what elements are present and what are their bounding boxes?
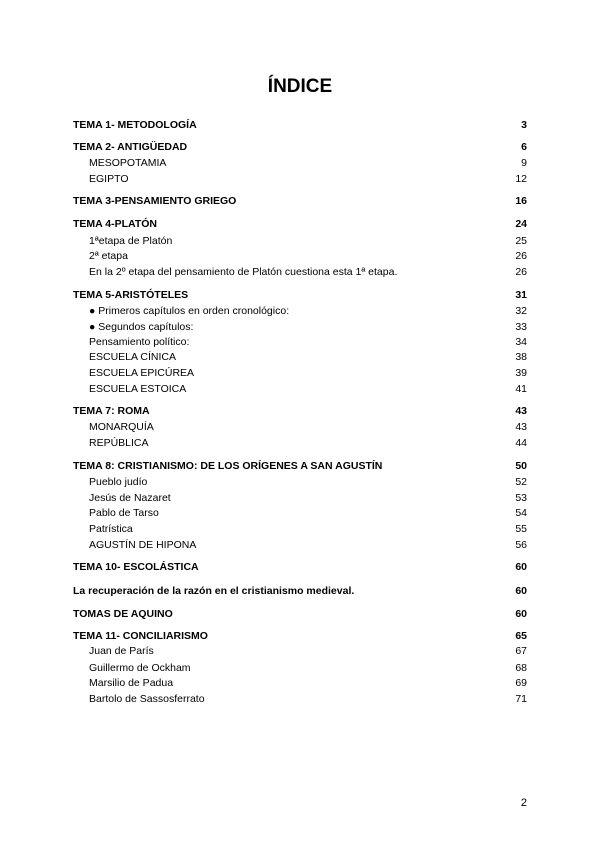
toc-entry-page: 34 bbox=[515, 336, 527, 348]
toc-entry-page: 60 bbox=[515, 585, 527, 597]
toc-entry-label: ● Primeros capítulos en orden cronológico: bbox=[89, 305, 290, 317]
toc-subentry[interactable] bbox=[73, 249, 527, 263]
toc-subentry[interactable] bbox=[73, 265, 527, 279]
toc-entry-page: 9 bbox=[521, 157, 527, 169]
toc-subentry[interactable] bbox=[73, 382, 527, 396]
page-number: 2 bbox=[520, 797, 527, 809]
toc-entry-label: Guillermo de Ockham bbox=[89, 662, 191, 674]
toc-entry-page: 60 bbox=[515, 608, 527, 620]
toc-entry-page: 26 bbox=[515, 250, 527, 262]
toc-entry-page: 12 bbox=[515, 173, 527, 185]
toc-entry-label: TEMA 2- ANTIGÜEDAD bbox=[73, 141, 188, 153]
toc-subentry[interactable] bbox=[73, 644, 527, 658]
toc-entry[interactable] bbox=[73, 607, 527, 621]
toc-entry-label: EGIPTO bbox=[89, 173, 129, 185]
toc-subentry[interactable] bbox=[73, 475, 527, 489]
toc-entry-page: 32 bbox=[515, 305, 527, 317]
toc-subentry[interactable] bbox=[73, 436, 527, 450]
toc-entry-page: 3 bbox=[521, 119, 527, 131]
toc-entry-label: Jesús de Nazaret bbox=[89, 492, 171, 504]
toc-entry-page: 16 bbox=[515, 195, 527, 207]
toc-subentry[interactable] bbox=[73, 172, 527, 186]
toc-entry-page: 38 bbox=[515, 351, 527, 363]
toc-entry-label: La recuperación de la razón en el cristianismo medieval. bbox=[73, 585, 355, 597]
toc-entry-label: TEMA 10- ESCOLÁSTICA bbox=[73, 561, 199, 573]
toc-entry[interactable] bbox=[73, 288, 527, 302]
toc-subentry[interactable] bbox=[73, 661, 527, 675]
toc-entry-label: MESOPOTAMIA bbox=[89, 157, 167, 169]
toc-entry-page: 43 bbox=[515, 405, 527, 417]
toc-subentry[interactable] bbox=[73, 320, 527, 334]
toc-subentry[interactable] bbox=[73, 491, 527, 505]
toc-entry-page: 52 bbox=[515, 476, 527, 488]
toc-entry[interactable] bbox=[73, 140, 527, 154]
toc-subentry[interactable] bbox=[73, 420, 527, 434]
toc-entry-label: TOMAS DE AQUINO bbox=[73, 608, 173, 620]
toc-entry-page: 24 bbox=[515, 218, 527, 230]
toc-entry-label: Juan de París bbox=[89, 645, 154, 657]
toc-entry-page: 65 bbox=[515, 630, 527, 642]
toc-subentry[interactable] bbox=[73, 676, 527, 690]
toc-entry-label: ESCUELA ESTOICA bbox=[89, 383, 187, 395]
toc-entry-label: 2ª etapa bbox=[89, 250, 128, 262]
toc-subentry[interactable] bbox=[73, 366, 527, 380]
toc-entry-page: 67 bbox=[515, 645, 527, 657]
toc-entry[interactable] bbox=[73, 217, 527, 231]
toc-entry[interactable] bbox=[73, 629, 527, 643]
toc-entry-label: 1ªetapa de Platón bbox=[89, 235, 173, 247]
toc-subentry[interactable] bbox=[73, 538, 527, 552]
toc-entry-label: ESCUELA CÍNICA bbox=[89, 351, 176, 363]
toc-entry[interactable] bbox=[73, 459, 527, 473]
toc-entry-page: 44 bbox=[515, 437, 527, 449]
toc-entry[interactable] bbox=[73, 560, 527, 574]
toc-entry-page: 54 bbox=[515, 507, 527, 519]
toc-subentry[interactable] bbox=[73, 156, 527, 170]
toc-subentry[interactable] bbox=[73, 335, 527, 349]
toc-entry-label: Patrística bbox=[89, 523, 133, 535]
toc-entry-label: Pueblo judío bbox=[89, 476, 148, 488]
toc-entry-page: 31 bbox=[515, 289, 527, 301]
toc-entry-page: 41 bbox=[515, 383, 527, 395]
toc-entry-label: Pablo de Tarso bbox=[89, 507, 159, 519]
toc-entry-label: TEMA 1- METODOLOGÍA bbox=[73, 119, 197, 131]
toc-entry-page: 25 bbox=[515, 235, 527, 247]
toc-entry-label: REPÚBLICA bbox=[89, 437, 149, 449]
toc-subentry[interactable] bbox=[73, 692, 527, 706]
toc-subentry[interactable] bbox=[73, 522, 527, 536]
toc-entry-label: MONARQUÍA bbox=[89, 421, 154, 433]
toc-entry-label: Pensamiento político: bbox=[89, 336, 190, 348]
toc-entry-page: 53 bbox=[515, 492, 527, 504]
toc-entry[interactable] bbox=[73, 118, 527, 132]
toc-entry-page: 43 bbox=[515, 421, 527, 433]
toc-entry-page: 50 bbox=[515, 460, 527, 472]
toc-entry-page: 60 bbox=[515, 561, 527, 573]
toc-entry-label: ESCUELA EPICÚREA bbox=[89, 367, 195, 379]
toc-entry-page: 6 bbox=[521, 141, 527, 153]
toc-entry-label: ● Segundos capítulos: bbox=[89, 321, 194, 333]
toc-entry-page: 71 bbox=[515, 693, 527, 705]
toc-entry-label: AGUSTÍN DE HIPONA bbox=[89, 539, 197, 551]
toc-entry-label: Marsilio de Padua bbox=[89, 677, 174, 689]
toc-entry-label: TEMA 11- CONCILIARISMO bbox=[73, 630, 208, 642]
toc-entry-label: En la 2º etapa del pensamiento de Platón cuestiona esta 1ª etapa. bbox=[89, 266, 398, 278]
toc-entry-label: TEMA 5-ARISTÓTELES bbox=[73, 289, 189, 301]
toc-entry-page: 55 bbox=[515, 523, 527, 535]
toc-entry-label: Bartolo de Sassosferrato bbox=[89, 693, 205, 705]
toc-subentry[interactable] bbox=[73, 506, 527, 520]
toc-entry-page: 39 bbox=[515, 367, 527, 379]
toc-subentry[interactable] bbox=[73, 304, 527, 318]
toc-entry-label: TEMA 8: CRISTIANISMO: DE LOS ORÍGENES A SAN AGUSTÍN bbox=[73, 460, 383, 472]
toc-entry[interactable] bbox=[73, 404, 527, 418]
toc-entry-page: 56 bbox=[515, 539, 527, 551]
toc-entry-page: 68 bbox=[515, 662, 527, 674]
toc-entry[interactable] bbox=[73, 194, 527, 208]
toc-entry-page: 26 bbox=[515, 266, 527, 278]
toc-entry-page: 33 bbox=[515, 321, 527, 333]
toc-subentry[interactable] bbox=[73, 350, 527, 364]
toc-entry-page: 69 bbox=[515, 677, 527, 689]
toc-entry[interactable] bbox=[73, 584, 527, 598]
toc-entry-label: TEMA 4-PLATÓN bbox=[73, 218, 157, 230]
index-title: ÍNDICE bbox=[267, 76, 333, 97]
toc-entry-label: TEMA 3-PENSAMIENTO GRIEGO bbox=[73, 195, 237, 207]
toc-subentry[interactable] bbox=[73, 234, 527, 248]
toc-entry-label: TEMA 7: ROMA bbox=[73, 405, 150, 417]
